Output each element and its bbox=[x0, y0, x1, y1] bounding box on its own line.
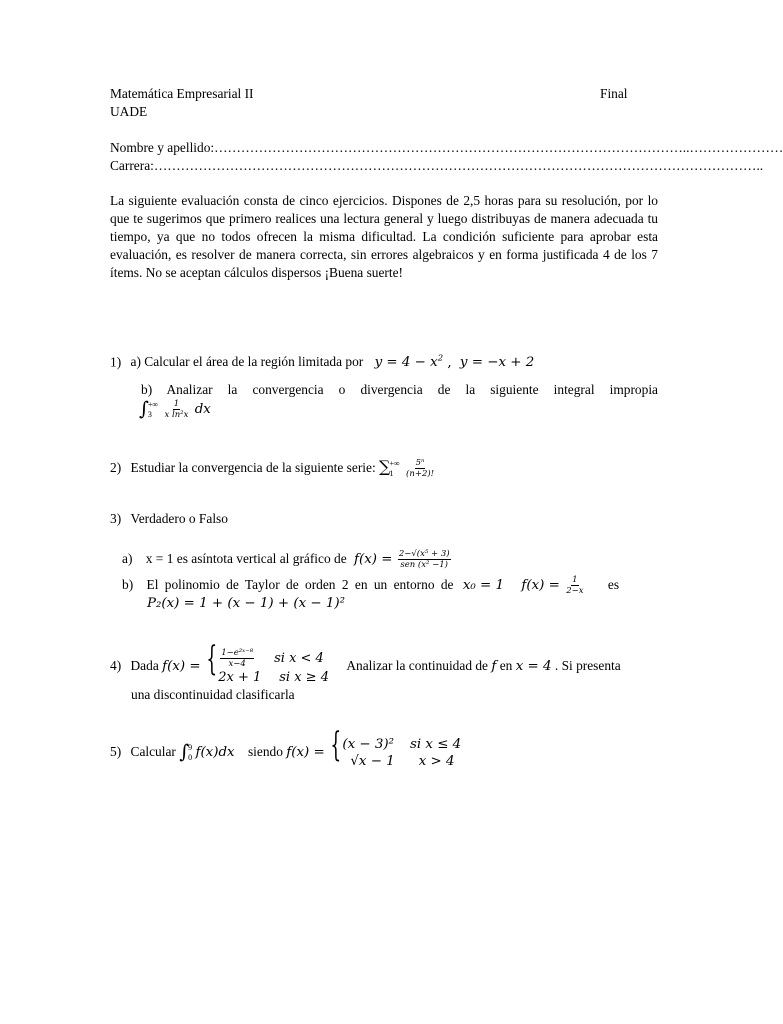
name-field: Nombre y apellido:……………………………………………………………………………………………..………………… bbox=[110, 140, 783, 155]
question-2: 2) Estudiar la convergencia de la siguiente serie: ∑ +∞ 1 $\frac{\text{5ⁿ}}{(n+2)!}$ bbox=[110, 457, 435, 480]
q1b-text: b) Analizar la convergencia o divergencia de la siguiente integral impropia bbox=[141, 382, 658, 397]
question-3b: b) El polinomio de Taylor de orden 2 en un entorno de x₀ = 1 f(x) = $\frac{1}{2-x}$ es bbox=[122, 575, 620, 597]
sigma-symbol: ∑ bbox=[379, 457, 391, 476]
q1b-integral: ∫ +∞ 3 $\frac{1}{\text{x ln²x}}$ dx bbox=[139, 398, 211, 421]
q3b-polynomial: P₂(x) = 1 + (x − 1) + (x − 1)² bbox=[147, 596, 345, 611]
question-4: 4) Dada f(x) = { $\frac{\text{1−e²ˣ⁻⁸}}{x-4}$ si x < 4 2x + 1 si x ≥ 4 Analizar la continuidad de f en x = 4 . Si presenta bbox=[110, 639, 621, 685]
q3-number: 3) bbox=[110, 511, 122, 526]
question-3-title bbox=[110, 510, 228, 528]
question-5: 5) Calcular ∫ 9 0 f(x)dx siendo f(x) = { (x − 3)² si x ≤ 4 √x − 1 x > 4 bbox=[110, 725, 462, 769]
exam-type: Final bbox=[600, 86, 628, 101]
q2-text: Estudiar la convergencia de la siguiente serie: bbox=[130, 460, 376, 475]
institution: UADE bbox=[110, 104, 148, 119]
q1a-equation-1: $y = 4 - x^2$ bbox=[374, 354, 444, 371]
q1a-text: a) Calcular el área de la región limitada por bbox=[130, 354, 364, 370]
q3-title: Verdadero o Falso bbox=[130, 511, 228, 526]
career-field: Carrera:……………………………………………………………………………………………………………………….. bbox=[110, 158, 764, 173]
question-1a: 1) a) Calcular el área de la región limitada por $y = 4 - x^2$ , y = −x + 2 bbox=[110, 354, 535, 371]
q1a-equation-2: y = −x + 2 bbox=[459, 355, 535, 371]
q2-number: 2) bbox=[110, 460, 122, 475]
q1-number: 1) bbox=[110, 354, 122, 370]
instructions-paragraph: La siguiente evaluación consta de cinco ejercicios. Dispones de 2,5 horas para su resolución, por lo que te sugerimos que primero realices una lectura general y luego distribuyas de manera adecuada tu tiempo, ya que no todos ofrecen la misma dificultad. La condición suficiente para aprobar esta evaluación, es resolver de manera correcta, sin errores algebraicos y en forma justificada 4 de los 7 ítems. No se aceptan cálculos dispersos ¡Buena suerte! bbox=[110, 193, 658, 280]
course-title: Matemática Empresarial II bbox=[110, 86, 254, 101]
q4-text-continued: una discontinuidad clasificarla bbox=[131, 687, 295, 702]
question-3a: a) x = 1 es asíntota vertical al gráfico de f(x) = $\frac{\text{2−√(x⁵ + 3)}}{\text{sen (x² −1)}}$ bbox=[122, 549, 450, 571]
